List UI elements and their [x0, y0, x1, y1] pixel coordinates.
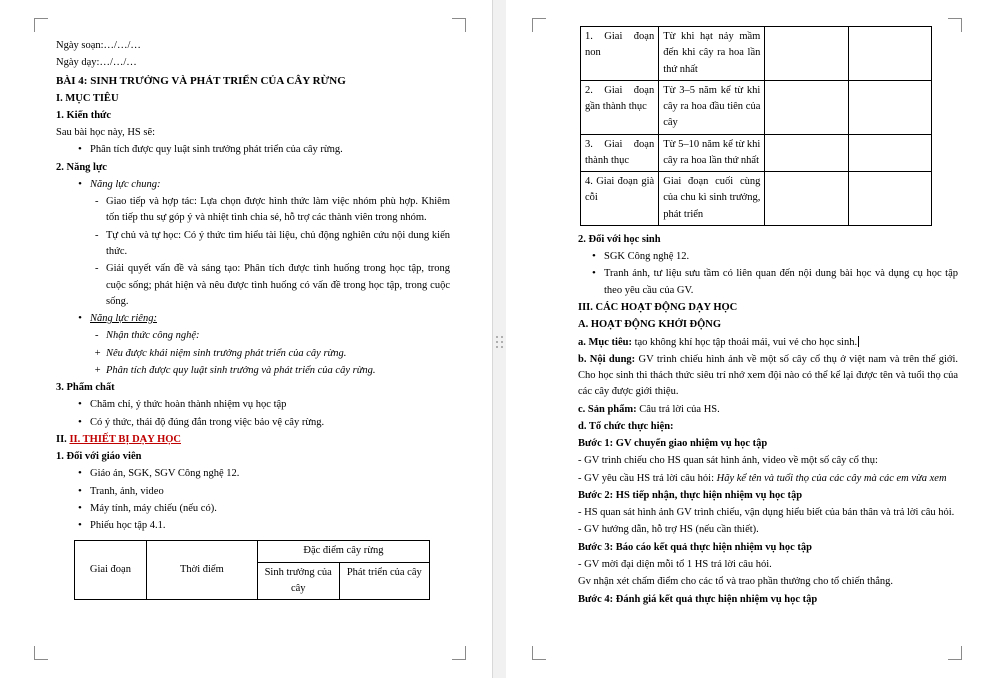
buoc3-line: - GV mời đại diện mỗi tổ 1 HS trả lời câu hỏi. [578, 558, 772, 570]
table-cell-sinh-truong [765, 80, 848, 134]
table-cell-phat-trien [848, 27, 931, 81]
table-cell-giai-doan: 3. Giai đoạn thành thục [581, 134, 659, 172]
table-header-thoi-diem: Thời điểm [146, 541, 257, 600]
kien-thuc-item: • Phân tích được quy luật sinh trưởng phát triển của cây rừng. [78, 142, 450, 158]
section-heading-hoat-dong: III. CÁC HOẠT ĐỘNG DẠY HỌC [578, 301, 738, 313]
document-page-left [0, 0, 492, 678]
crop-mark-bottom-left [532, 646, 546, 660]
nang-luc-chung-item: - Tự chủ và tự học: Có ý thức tìm hiểu tài liệu, chủ động nghiên cứu nội dung kiến thức. [94, 228, 450, 261]
table-row [581, 80, 932, 134]
text-cursor [858, 336, 859, 347]
giao-vien-item: • Phiếu học tập 4.1. [78, 518, 450, 534]
buoc1-heading: Bước 1: GV chuyển giao nhiệm vụ học tập [578, 438, 768, 450]
lesson-title: BÀI 4: SINH TRƯỞNG VÀ PHÁT TRIỂN CỦA CÂY RỪNG [56, 74, 346, 87]
giao-vien-item: • Giáo án, SGK, SGV Công nghệ 12. [78, 466, 450, 482]
table-row [581, 172, 932, 226]
subheading-kien-thuc: 1. Kiến thức [56, 109, 112, 121]
section-heading-khoi-dong: A. HOẠT ĐỘNG KHỞI ĐỘNG [578, 319, 722, 331]
noi-dung-label: b. Nội dung: [578, 353, 636, 365]
phieu-hoc-tap-table [74, 540, 430, 600]
buoc2-line: - HS quan sát hình ảnh GV trình chiếu, vận dụng hiểu biết của bản thân và trả lời câu hỏi. [578, 507, 955, 519]
table-header-giai-doan: Giai đoạn [75, 541, 147, 600]
noi-dung-line [578, 352, 958, 401]
section-heading-muc-tieu: I. MỤC TIÊU [56, 92, 119, 104]
table-cell-thoi-diem: Giai đoạn cuối cùng của chu kì sinh trưởng, phát triển [659, 172, 765, 226]
san-pham-label: c. Sản phẩm: [578, 403, 637, 415]
table-header-row [75, 541, 430, 562]
table-cell-giai-doan: 1. Giai đoạn non [581, 27, 659, 81]
giao-vien-item: • Máy tính, máy chiếu (nếu có). [78, 501, 450, 517]
crop-mark-top-right [452, 18, 466, 32]
to-chuc-label: d. Tổ chức thực hiện: [578, 420, 674, 432]
buoc2-line: - GV hướng dẫn, hỗ trợ HS (nếu cần thiết). [578, 524, 759, 536]
buoc2-heading: Bước 2: HS tiếp nhận, thực hiện nhiệm vụ học tập [578, 489, 803, 501]
nang-luc-chung-label: • Năng lực chung: [78, 177, 450, 193]
muc-tieu-label: a. Mục tiêu: [578, 336, 632, 348]
section-heading-thiet-bi-text: II. THIẾT BỊ DẠY HỌC [69, 433, 181, 445]
crop-mark-bottom-left [34, 646, 48, 660]
nang-luc-chung-item: - Giao tiếp và hợp tác: Lựa chọn được hình thức làm việc nhóm phù hợp. Khiêm tốn tiếp thu sự góp ý và nhiệt tình chia sẻ, hỗ trợ các thành viên trong nhóm. [94, 194, 450, 227]
table-cell-thoi-diem: Từ 3–5 năm kể từ khi cây ra hoa đầu tiên của cây [659, 80, 765, 134]
giai-doan-table [580, 26, 932, 226]
table-cell-sinh-truong [765, 27, 848, 81]
table-cell-phat-trien [848, 134, 931, 172]
san-pham-line [578, 402, 958, 418]
subheading-giao-vien: 1. Đối với giáo viên [56, 451, 142, 463]
buoc3-line: Gv nhận xét chấm điểm cho các tổ và trao phần thưởng cho tổ chiến thắng. [578, 576, 894, 588]
subheading-pham-chat: 3. Phẩm chất [56, 382, 115, 394]
table-row [581, 27, 932, 81]
nang-luc-rieng-label: • Năng lực riêng: [78, 311, 450, 327]
date-line-2: Ngày dạy:…/…/… [56, 57, 137, 69]
table-cell-phat-trien [848, 172, 931, 226]
buoc4-heading: Bước 4: Đánh giá kết quả thực hiện nhiệm vụ học tập [578, 593, 818, 605]
giao-vien-item: • Tranh, ảnh, video [78, 484, 450, 500]
crop-mark-bottom-right [452, 646, 466, 660]
date-line-1: Ngày soạn:…/…/… [56, 40, 141, 51]
table-cell-giai-doan: 4. Giai đoạn già cỗi [581, 172, 659, 226]
table-cell-sinh-truong [765, 172, 848, 226]
muc-tieu-text: tạo không khí học tập thoải mái, vui vẻ cho học sinh. [631, 336, 858, 348]
crop-mark-bottom-right [948, 646, 962, 660]
crop-mark-top-left [532, 18, 546, 32]
buoc3-heading: Bước 3: Báo cáo kết quả thực hiện nhiệm vụ học tập [578, 541, 812, 553]
crop-mark-top-left [34, 18, 48, 32]
noi-dung-text: GV trình chiếu hình ảnh về một số cây cổ thụ ở việt nam và trên thế giới. Cho học sinh thi thách thức siêu trí nhớ xem đội nào có thể kể lại được tên và tuổi thọ của các cây được giới thiệu. [578, 353, 958, 398]
buoc1-question-italic: Hãy kể tên và tuổi thọ của các cây mà các em vừa xem [716, 472, 947, 484]
table-subheader-sinh-truong: Sinh trưởng của cây [257, 562, 339, 600]
subheading-hoc-sinh: 2. Đối với học sinh [578, 233, 661, 245]
table-subheader-phat-trien: Phát triển của cây [339, 562, 429, 600]
table-cell-thoi-diem: Từ khi hạt nảy mầm đến khi cây ra hoa lần thứ nhất [659, 27, 765, 81]
muc-tieu-line [578, 335, 958, 351]
buoc1-line-question [578, 471, 958, 487]
nhan-thuc-item: + Phân tích được quy luật sinh trưởng và phát triển của cây rừng. [94, 363, 450, 379]
buoc1-line-prefix: - GV yêu cầu HS trả lời câu hỏi: [578, 472, 717, 484]
drag-handle-icon[interactable] [496, 336, 504, 352]
section-heading-thiet-bi: II. II. THIẾT BỊ DẠY HỌC [56, 433, 181, 445]
document-page-right [506, 0, 996, 678]
table-row [581, 134, 932, 172]
san-pham-text: Câu trả lời của HS. [636, 403, 720, 415]
table-cell-sinh-truong [765, 134, 848, 172]
hoc-sinh-item: • SGK Công nghệ 12. [592, 249, 958, 265]
buoc1-line: - GV trình chiếu cho HS quan sát hình ảnh, video về một số cây cổ thụ: [578, 455, 878, 467]
left-page-body [56, 38, 450, 600]
pham-chat-item: • Chăm chỉ, ý thức hoàn thành nhiệm vụ học tập [78, 397, 450, 413]
pham-chat-item: • Có ý thức, thái độ đúng đắn trong việc bảo vệ cây rừng. [78, 415, 450, 431]
table-cell-phat-trien [848, 80, 931, 134]
right-page-body [578, 26, 958, 609]
hoc-sinh-item: • Tranh ảnh, tư liệu sưu tầm có liên quan đến nội dung bài học và dụng cụ học tập theo yêu cầu của GV. [592, 266, 958, 299]
nhan-thuc-item: + Nêu được khái niệm sinh trưởng phát triển của cây rừng. [94, 346, 450, 362]
table-cell-giai-doan: 2. Giai đoạn gần thành thục [581, 80, 659, 134]
nhan-thuc-label: - Nhận thức công nghệ: [94, 328, 450, 344]
nang-luc-chung-item: - Giải quyết vấn đề và sáng tạo: Phân tích được tình huống trong học tập, trong cuộc sống; phát hiện và nêu được tình huống có vấn đề trong học tập, trong cuộc sống. [94, 261, 450, 310]
subheading-nang-luc: 2. Năng lực [56, 161, 107, 173]
table-header-dac-diem: Đặc điểm cây rừng [257, 541, 429, 562]
table-cell-thoi-diem: Từ 5–10 năm kể từ khi cây ra hoa lần thứ nhất [659, 134, 765, 172]
kien-thuc-intro: Sau bài học này, HS sẽ: [56, 127, 156, 139]
